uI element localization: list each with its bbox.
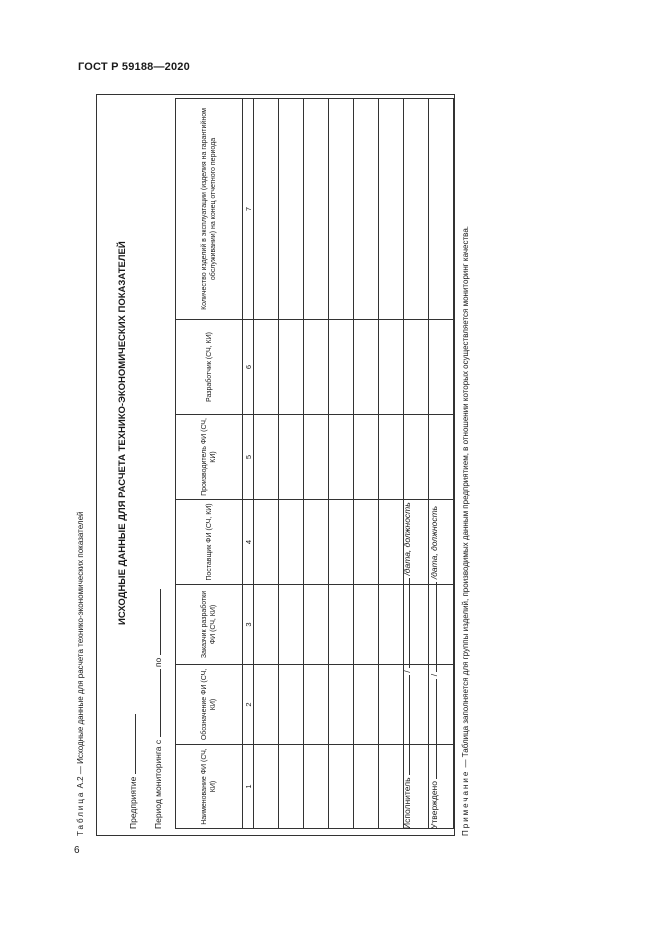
page-number: 6 bbox=[74, 845, 80, 856]
header-row bbox=[176, 99, 243, 829]
executor-label: Исполнитель bbox=[402, 777, 412, 829]
table-cell bbox=[354, 320, 379, 415]
form-frame bbox=[96, 94, 455, 836]
table-row bbox=[254, 99, 279, 829]
note-text: — Таблица заполняется для группы изделий, производимых данным предприятием, в отношении которых осуществляется мониторинг качества. bbox=[461, 226, 470, 770]
table-cell bbox=[279, 320, 304, 415]
period-from-blank bbox=[151, 669, 161, 737]
table-cell bbox=[354, 745, 379, 829]
column-header: Поставщик ФИ (СЧ, КИ) bbox=[176, 500, 243, 585]
period-to-blank bbox=[151, 589, 161, 655]
table-cell bbox=[279, 500, 304, 585]
column-header: Наименование ФИ (СЧ, КИ) bbox=[176, 745, 243, 829]
table-cell bbox=[279, 665, 304, 745]
table-cell bbox=[404, 415, 429, 500]
enterprise-field bbox=[126, 714, 138, 829]
executor-name-blank bbox=[400, 675, 410, 775]
column-number: 1 bbox=[243, 745, 254, 829]
table-cell bbox=[354, 500, 379, 585]
table-cell bbox=[379, 320, 404, 415]
column-number: 5 bbox=[243, 415, 254, 500]
table-cell bbox=[404, 320, 429, 415]
table-cell bbox=[254, 415, 279, 500]
table-cell bbox=[329, 585, 354, 665]
table-cell bbox=[254, 500, 279, 585]
executor-signature bbox=[400, 502, 412, 829]
caption-number: А.2 bbox=[76, 776, 85, 789]
enterprise-label: Предприятие bbox=[128, 776, 138, 829]
column-header: Производитель ФИ (СЧ, КИ) bbox=[176, 415, 243, 500]
caption-text: — Исходные данные для расчета технико-экономических показателей bbox=[76, 511, 85, 777]
table-cell bbox=[279, 745, 304, 829]
column-header: Количество изделий в эксплуатации (изделия на гарантийном обслуживании) на конец отчетного периода bbox=[176, 99, 243, 320]
table-cell bbox=[354, 415, 379, 500]
table-row bbox=[329, 99, 354, 829]
period-to-label: по bbox=[153, 657, 163, 668]
table-cell bbox=[429, 99, 454, 320]
column-number: 4 bbox=[243, 500, 254, 585]
table-cell bbox=[279, 99, 304, 320]
table-cell bbox=[304, 320, 329, 415]
table-cell bbox=[254, 585, 279, 665]
column-header: Заказчик разработки ФИ (СЧ, КИ) bbox=[176, 585, 243, 665]
table-cell bbox=[354, 585, 379, 665]
table-cell bbox=[329, 665, 354, 745]
approved-signature-blank bbox=[427, 582, 437, 672]
table-cell bbox=[429, 320, 454, 415]
period-field bbox=[151, 589, 163, 829]
rotated-content bbox=[74, 94, 479, 836]
executor-signature-blank bbox=[400, 578, 410, 668]
note-label: Примечание bbox=[461, 769, 470, 836]
table-note bbox=[461, 94, 471, 836]
data-table bbox=[175, 98, 454, 829]
form-title: ИСХОДНЫЕ ДАННЫЕ ДЛЯ РАСЧЕТА ТЕХНИКО-ЭКОНОМИЧЕСКИХ ПОКАЗАТЕЛЕЙ bbox=[117, 241, 128, 625]
document-header: ГОСТ Р 59188—2020 bbox=[78, 61, 190, 73]
column-header: Обозначение ФИ (СЧ, КИ) bbox=[176, 665, 243, 745]
table-cell bbox=[354, 665, 379, 745]
table-cell bbox=[279, 415, 304, 500]
approved-label: Утверждено bbox=[429, 781, 439, 829]
table-row bbox=[279, 99, 304, 829]
table-cell bbox=[304, 745, 329, 829]
table-cell bbox=[254, 745, 279, 829]
approval-signature bbox=[427, 506, 439, 829]
column-number: 2 bbox=[243, 665, 254, 745]
period-label: Период мониторинга с bbox=[153, 739, 163, 829]
table-cell bbox=[329, 500, 354, 585]
table-cell bbox=[304, 585, 329, 665]
approved-date-position: /дата, должность bbox=[429, 505, 439, 580]
table-cell bbox=[254, 99, 279, 320]
table-cell bbox=[304, 415, 329, 500]
table-cell bbox=[304, 500, 329, 585]
column-header: Разработчик (СЧ, КИ) bbox=[176, 320, 243, 415]
executor-date-position: /дата, должность bbox=[402, 502, 412, 576]
table-cell bbox=[254, 320, 279, 415]
table-row bbox=[304, 99, 329, 829]
table-cell bbox=[354, 99, 379, 320]
table-caption bbox=[76, 512, 85, 837]
column-number: 6 bbox=[243, 320, 254, 415]
caption-label: Таблица bbox=[76, 790, 85, 836]
table-cell bbox=[254, 665, 279, 745]
column-number: 7 bbox=[243, 99, 254, 320]
table-cell bbox=[279, 585, 304, 665]
table-cell bbox=[304, 99, 329, 320]
executor-separator: / bbox=[402, 670, 412, 673]
table-cell bbox=[304, 665, 329, 745]
approved-separator: / bbox=[429, 673, 439, 677]
table-row bbox=[354, 99, 379, 829]
table-cell bbox=[329, 745, 354, 829]
table-cell bbox=[329, 320, 354, 415]
enterprise-blank bbox=[126, 714, 136, 774]
table-cell bbox=[329, 415, 354, 500]
column-number: 3 bbox=[243, 585, 254, 665]
table-cell bbox=[429, 415, 454, 500]
column-number-row bbox=[243, 99, 254, 829]
table-cell bbox=[379, 415, 404, 500]
table-cell bbox=[404, 99, 429, 320]
table-cell bbox=[379, 99, 404, 320]
table-cell bbox=[329, 99, 354, 320]
approved-name-blank bbox=[427, 679, 437, 779]
